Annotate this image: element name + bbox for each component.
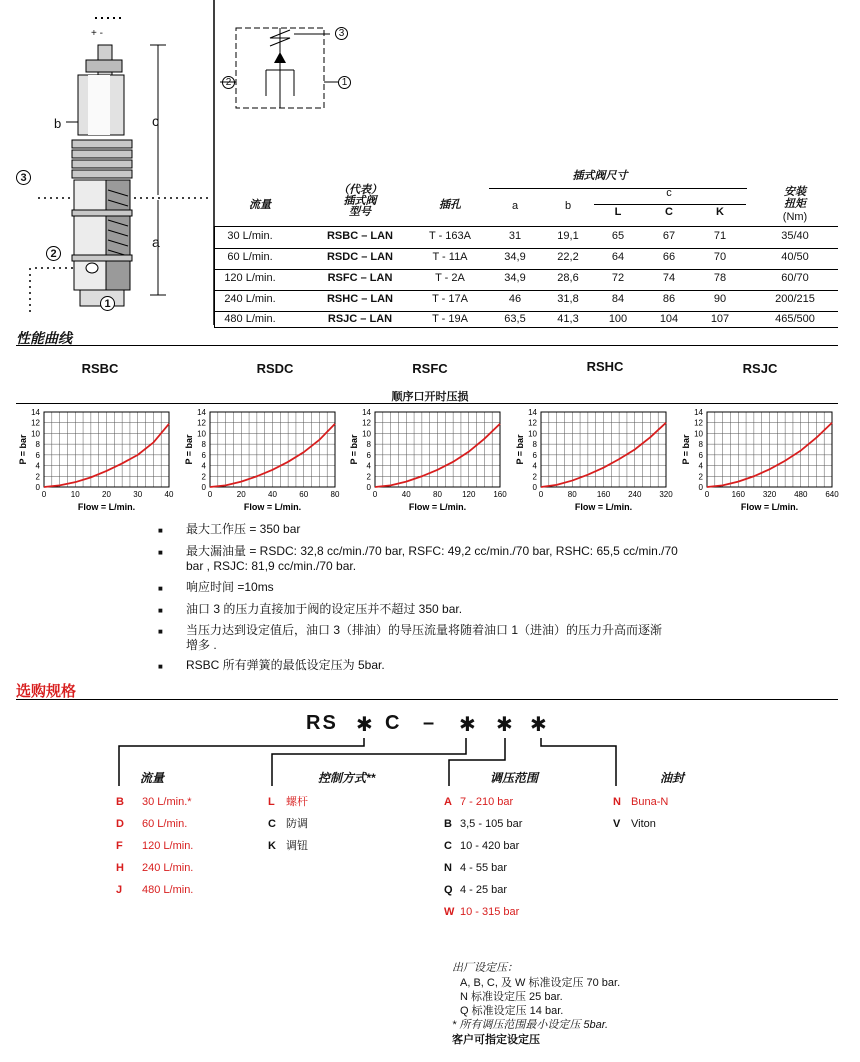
table-cell-cavity: T - 2A <box>435 272 465 284</box>
control-option-value: 调钮 <box>286 840 308 852</box>
control-option-value: 螺杆 <box>286 796 308 808</box>
range-option-code: B <box>444 818 452 830</box>
col-header-torque-l3: (Nm) <box>782 211 808 223</box>
y-tick-label: 4 <box>698 461 703 471</box>
valve-cartridge-drawing <box>0 0 215 325</box>
table-cell-L: 100 <box>608 313 628 325</box>
col-header-model-l2: 插式阀 <box>343 195 377 207</box>
chart-rshc <box>511 406 676 516</box>
y-tick-label: 4 <box>366 461 371 471</box>
symbol-port-3: 3 <box>335 27 348 40</box>
model-code-star-range: ✱ <box>496 714 515 736</box>
table-cell-b: 41,3 <box>557 313 579 325</box>
table-cell-torque: 60/70 <box>781 272 809 284</box>
table-cell-L: 64 <box>611 251 625 263</box>
x-tick-label: 0 <box>41 490 47 499</box>
flow-option-value: 480 L/min. <box>142 884 194 896</box>
y-tick-label: 6 <box>698 450 703 460</box>
callout-c: c <box>152 113 159 129</box>
range-option-code: Q <box>444 884 453 896</box>
table-cell-model: RSDC – LAN <box>326 251 393 263</box>
table-cell-flow: 60 L/min. <box>227 251 273 263</box>
spec-bullet-1: ■ <box>158 526 163 535</box>
model-code-dash: – <box>423 712 437 734</box>
y-tick-label: 4 <box>201 461 206 471</box>
y-tick-label: 2 <box>532 472 537 482</box>
x-tick-label: 20 <box>236 490 246 499</box>
x-tick-label: 80 <box>433 490 442 499</box>
table-cell-a: 34,9 <box>504 272 526 284</box>
table-cell-b: 19,1 <box>557 230 579 242</box>
chart-title-rsdc: RSDC <box>256 361 294 376</box>
seal-label: 油封 <box>660 771 685 785</box>
table-cell-b: 22,2 <box>557 251 579 263</box>
x-axis-label: Flow = L/min. <box>574 502 633 512</box>
table-cell-L: 72 <box>611 272 625 284</box>
y-tick-label: 6 <box>201 450 206 460</box>
table-cell-b: 31,8 <box>557 293 579 305</box>
symbol-port-2: 2 <box>222 76 235 89</box>
seal-option-code: V <box>613 818 621 830</box>
table-cell-torque: 465/500 <box>775 313 815 325</box>
col-header-torque-l2: 扭矩 <box>784 198 806 210</box>
y-tick-label: 14 <box>197 408 206 417</box>
spec-bullet-4: ■ <box>158 606 163 615</box>
range-option-value: 10 - 420 bar <box>460 840 520 852</box>
x-axis-label: Flow = L/min. <box>243 502 302 512</box>
range-label: 调压范围 <box>490 771 539 785</box>
factory-setting-q: Q 标准设定压 14 bar. <box>460 1005 564 1017</box>
factory-setting-title: 出厂设定压： <box>452 962 518 974</box>
y-tick-label: 14 <box>362 408 371 417</box>
performance-subtitle: 顺序口开时压损 <box>391 391 469 403</box>
x-tick-label: 40 <box>268 490 277 499</box>
y-tick-label: 8 <box>698 440 703 450</box>
model-code-star-flow: ✱ <box>356 714 375 736</box>
y-tick-label: 14 <box>694 408 703 417</box>
table-cell-flow: 240 L/min. <box>224 293 276 305</box>
x-tick-label: 120 <box>462 490 476 499</box>
flow-option-code: J <box>116 884 123 896</box>
chart-rsjc <box>677 406 842 516</box>
col-header-model-l1: （代表） <box>338 184 382 196</box>
model-code-c: C <box>385 712 402 734</box>
chart-title-rsbc: RSBC <box>81 361 119 376</box>
callout-b: b <box>54 116 62 131</box>
y-axis-label: P = bar <box>681 434 691 465</box>
ordering-connector-lines <box>0 730 860 790</box>
table-cell-model: RSHC – LAN <box>326 293 393 305</box>
y-tick-label: 10 <box>197 429 206 439</box>
ordering-divider <box>16 699 838 700</box>
range-option-code: C <box>444 840 452 852</box>
flow-option-code: F <box>116 840 123 852</box>
model-code-star-control: ✱ <box>459 714 478 736</box>
y-tick-label: 0 <box>201 483 206 492</box>
control-option-code: L <box>268 796 275 808</box>
x-tick-label: 0 <box>538 490 544 499</box>
spec-bullet-3: ■ <box>158 584 163 593</box>
table-cell-torque: 200/215 <box>775 293 815 305</box>
col-header-cavity: 插孔 <box>439 199 461 211</box>
spec-pilot-flow-cont: 增多 . <box>186 638 217 652</box>
range-option-value: 4 - 25 bar <box>460 884 508 896</box>
table-cell-torque: 40/50 <box>781 251 809 263</box>
x-tick-label: 0 <box>704 490 710 499</box>
control-option-code: K <box>268 840 276 852</box>
spec-bullet-2: ■ <box>158 548 163 557</box>
flow-option-value: 30 L/min.* <box>142 796 192 808</box>
x-tick-label: 320 <box>762 490 777 499</box>
x-tick-label: 20 <box>102 490 111 499</box>
port-1-callout: 1 <box>100 296 115 311</box>
chart-rsdc <box>180 406 345 516</box>
y-tick-label: 8 <box>201 440 206 450</box>
table-cell-a: 63,5 <box>504 313 526 325</box>
x-tick-label: 480 <box>794 490 808 499</box>
y-tick-label: 0 <box>698 483 703 492</box>
y-axis-label: P = bar <box>18 434 28 465</box>
seal-option-code: N <box>613 796 621 808</box>
y-tick-label: 12 <box>31 418 40 428</box>
y-tick-label: 6 <box>532 450 537 460</box>
table-cell-model: RSBC – LAN <box>326 230 393 242</box>
table-cell-cavity: T - 19A <box>432 313 468 325</box>
range-option-value: 10 - 315 bar <box>460 906 520 918</box>
flow-option-code: H <box>116 862 124 874</box>
x-tick-label: 320 <box>659 490 673 499</box>
min-setting-note: * 所有调压范围最小设定压 5bar. <box>452 1019 609 1031</box>
spec-bullet-5: ■ <box>158 627 163 636</box>
x-tick-label: 0 <box>207 490 213 499</box>
flow-option-value: 120 L/min. <box>142 840 194 852</box>
y-tick-label: 8 <box>35 440 40 450</box>
y-tick-label: 12 <box>528 418 537 428</box>
y-tick-label: 2 <box>366 472 371 482</box>
table-cell-K: 90 <box>713 293 727 305</box>
factory-setting-n: N 标准设定压 25 bar. <box>460 991 563 1003</box>
y-tick-label: 8 <box>366 440 371 450</box>
seal-option-value: Viton <box>631 818 656 830</box>
symbol-port-1: 1 <box>338 76 351 89</box>
x-tick-label: 240 <box>628 490 642 499</box>
table-cell-C: 74 <box>662 272 676 284</box>
port-3-callout: 3 <box>16 170 31 185</box>
range-option-code: N <box>444 862 452 874</box>
col-header-b: b <box>564 200 572 212</box>
col-header-C: C <box>665 206 673 218</box>
flow-option-value: 60 L/min. <box>142 818 188 830</box>
col-header-c: c <box>666 187 672 199</box>
control-label: 控制方式** <box>318 771 376 785</box>
col-header-L: L <box>614 206 622 218</box>
y-tick-label: 0 <box>366 483 371 492</box>
factory-setting-abcw: A, B, C, 及 W 标准设定压 70 bar. <box>460 977 621 989</box>
flow-option-value: 240 L/min. <box>142 862 194 874</box>
x-tick-label: 160 <box>731 490 745 499</box>
spec-port3: 油口 3 的压力直接加于阀的设定压并不超过 350 bar. <box>186 602 463 616</box>
table-cell-a: 46 <box>508 293 522 305</box>
spec-min-setting: RSBC 所有弹簧的最低设定压为 5bar. <box>186 658 385 672</box>
range-option-value: 3,5 - 105 bar <box>460 818 523 830</box>
table-cell-C: 66 <box>662 251 676 263</box>
chart-rsbc <box>14 406 179 516</box>
col-header-dims: 插式阀尺寸 <box>572 170 628 182</box>
table-cell-C: 104 <box>659 313 679 325</box>
table-cell-torque: 35/40 <box>781 230 809 242</box>
control-option-code: C <box>268 818 276 830</box>
spec-bullet-6: ■ <box>158 662 163 671</box>
x-tick-label: 40 <box>164 490 174 499</box>
x-tick-label: 10 <box>70 490 80 499</box>
flow-option-code: B <box>116 796 124 808</box>
x-axis-label: Flow = L/min. <box>408 502 467 512</box>
custom-setting-note: 客户可指定设定压 <box>452 1034 540 1046</box>
chart-rsfc <box>345 406 510 516</box>
range-option-value: 7 - 210 bar <box>460 796 514 808</box>
y-tick-label: 12 <box>197 418 206 428</box>
x-tick-label: 30 <box>133 490 143 499</box>
y-axis-label: P = bar <box>515 434 525 465</box>
col-header-flow: 流量 <box>249 199 271 211</box>
y-tick-label: 10 <box>528 429 537 439</box>
y-tick-label: 4 <box>35 461 40 471</box>
x-tick-label: 160 <box>493 490 507 499</box>
flow-label: 流量 <box>140 771 165 785</box>
performance-title: 性能曲线 <box>16 330 72 346</box>
y-tick-label: 2 <box>35 472 40 482</box>
y-tick-label: 10 <box>362 429 371 439</box>
range-option-code: W <box>444 906 455 918</box>
x-axis-label: Flow = L/min. <box>77 502 136 512</box>
table-cell-a: 31 <box>508 230 522 242</box>
x-tick-label: 80 <box>330 490 340 499</box>
table-cell-flow: 480 L/min. <box>224 313 276 325</box>
col-header-torque-l1: 安装 <box>784 186 806 198</box>
y-tick-label: 14 <box>31 408 40 417</box>
col-header-K: K <box>716 206 724 218</box>
model-code-rs: RS <box>306 712 338 734</box>
table-cell-L: 84 <box>611 293 625 305</box>
col-header-model-l3: 型号 <box>349 206 371 218</box>
y-axis-label: P = bar <box>184 434 194 465</box>
port-2-callout: 2 <box>46 246 61 261</box>
spec-max-pressure: 最大工作压 = 350 bar <box>186 522 301 536</box>
table-cell-a: 34,9 <box>504 251 526 263</box>
table-cell-flow: 30 L/min. <box>227 230 273 242</box>
callout-a: a <box>152 234 160 250</box>
y-tick-label: 0 <box>35 483 40 492</box>
y-tick-label: 8 <box>532 440 537 450</box>
y-tick-label: 6 <box>366 450 371 460</box>
y-tick-label: 12 <box>362 418 371 428</box>
table-cell-b: 28,6 <box>557 272 579 284</box>
y-tick-label: 0 <box>532 483 537 492</box>
y-tick-label: 10 <box>694 429 703 439</box>
spec-pilot-flow: 当压力达到设定值后，油口 3（排油）的导压流量将随着油口 1（进油）的压力升高而逐渐 <box>186 623 663 637</box>
ordering-title: 选购规格 <box>16 683 77 700</box>
col-header-a: a <box>511 200 519 212</box>
y-tick-label: 2 <box>201 472 206 482</box>
y-tick-label: 4 <box>532 461 537 471</box>
rotation-marks: + - <box>91 28 103 39</box>
chart-title-rsjc: RSJC <box>742 361 778 376</box>
table-cell-K: 78 <box>713 272 727 284</box>
table-cell-K: 107 <box>710 313 730 325</box>
x-tick-label: 60 <box>299 490 309 499</box>
control-option-value: 防调 <box>286 818 308 830</box>
x-tick-label: 160 <box>596 490 611 499</box>
x-tick-label: 640 <box>825 490 839 499</box>
y-tick-label: 6 <box>35 450 40 460</box>
table-cell-cavity: T - 11A <box>432 251 468 263</box>
table-cell-C: 67 <box>662 230 676 242</box>
x-tick-label: 40 <box>401 490 411 499</box>
x-tick-label: 80 <box>567 490 577 499</box>
model-code-star-seal: ✱ <box>530 714 549 736</box>
range-option-value: 4 - 55 bar <box>460 862 508 874</box>
performance-divider <box>16 345 838 346</box>
table-cell-L: 65 <box>611 230 625 242</box>
x-tick-label: 0 <box>372 490 378 499</box>
spec-leakage: 最大漏油量 = RSDC: 32,8 cc/min./70 bar, RSFC: 49,2 cc/min./70 bar, RSHC: 65,5 cc/min./70 <box>186 544 678 558</box>
y-tick-label: 12 <box>694 418 703 428</box>
flow-option-code: D <box>116 818 124 830</box>
table-cell-K: 70 <box>713 251 727 263</box>
table-cell-C: 86 <box>662 293 676 305</box>
table-cell-K: 71 <box>713 230 727 242</box>
chart-title-rsfc: RSFC <box>412 361 448 376</box>
range-option-code: A <box>444 796 452 808</box>
y-axis-label: P = bar <box>349 434 359 465</box>
spec-leakage-cont: bar , RSJC: 81,9 cc/min./70 bar. <box>186 559 357 573</box>
table-cell-cavity: T - 17A <box>432 293 468 305</box>
y-tick-label: 14 <box>528 408 537 417</box>
seal-option-value: Buna-N <box>631 796 669 808</box>
table-cell-model: RSJC – LAN <box>327 313 393 325</box>
table-cell-flow: 120 L/min. <box>224 272 276 284</box>
spec-response-time: 响应时间 =10ms <box>186 580 274 594</box>
y-tick-label: 2 <box>698 472 703 482</box>
y-tick-label: 10 <box>31 429 40 439</box>
chart-title-rshc: RSHC <box>586 359 624 374</box>
table-cell-cavity: T - 163A <box>429 230 471 242</box>
x-axis-label: Flow = L/min. <box>740 502 799 512</box>
table-cell-model: RSFC – LAN <box>327 272 393 284</box>
